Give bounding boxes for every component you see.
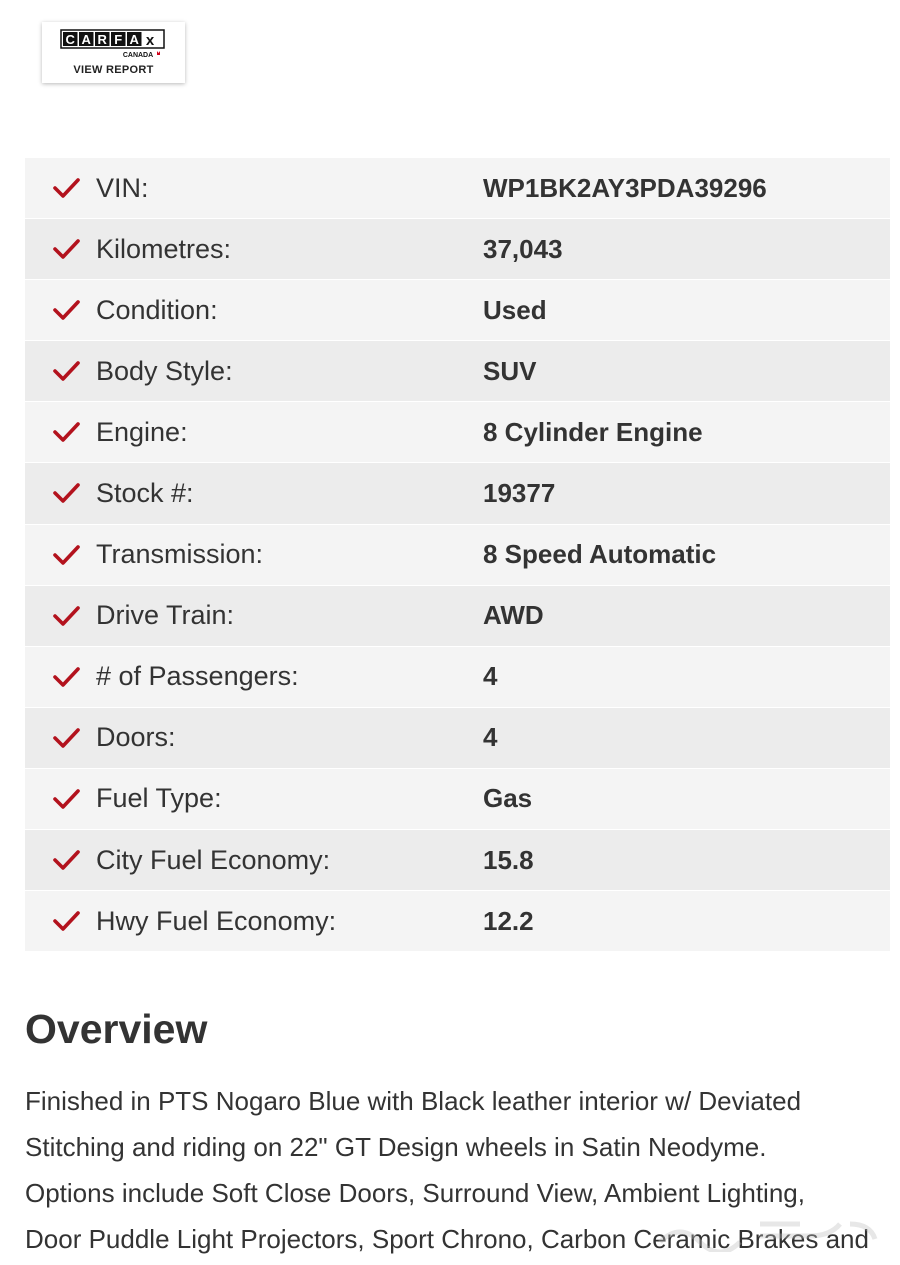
spec-value: 12.2 <box>483 905 534 936</box>
spec-row <box>25 158 890 219</box>
spec-value: WP1BK2AY3PDA39296 <box>483 172 767 203</box>
checkmark-icon <box>53 421 80 443</box>
spec-value: 8 Cylinder Engine <box>483 416 703 447</box>
overview-line: Door Puddle Light Projectors, Sport Chrono, Carbon Ceramic Brakes and <box>25 1224 869 1254</box>
checkmark-icon <box>53 544 80 566</box>
spec-row <box>25 891 890 952</box>
spec-label: City Fuel Economy: <box>96 844 331 875</box>
overview-heading: Overview <box>25 1006 208 1052</box>
spec-row <box>25 525 890 586</box>
overview-line: Finished in PTS Nogaro Blue with Black leather interior w/ Deviated <box>25 1086 802 1116</box>
spec-row <box>25 402 890 463</box>
spec-value: AWD <box>483 600 544 631</box>
checkmark-icon <box>53 238 80 260</box>
maple-leaf-icon <box>157 51 160 55</box>
checkmark-icon <box>53 666 80 688</box>
view-report-link[interactable]: VIEW REPORT <box>73 64 154 76</box>
carfax-report-badge[interactable] <box>42 22 185 83</box>
spec-value: Gas <box>483 783 533 814</box>
overview-line: Options include Soft Close Doors, Surround View, Ambient Lighting, <box>25 1178 805 1208</box>
spec-row <box>25 769 890 830</box>
watermark-logo <box>650 1212 890 1252</box>
spec-value: Used <box>483 294 547 325</box>
spec-value: 4 <box>483 722 498 753</box>
spec-label: # of Passengers: <box>96 661 299 692</box>
spec-label: Condition: <box>96 294 218 325</box>
spec-label: Doors: <box>96 722 176 753</box>
spec-row <box>25 647 890 708</box>
spec-label: Drive Train: <box>96 600 235 631</box>
spec-label: Transmission: <box>96 539 264 570</box>
spec-label: VIN: <box>96 172 149 203</box>
carfax-logo-letter: x <box>145 32 155 49</box>
checkmark-icon <box>53 910 80 932</box>
checkmark-icon <box>53 727 80 749</box>
checkmark-icon <box>53 788 80 810</box>
spec-value: 8 Speed Automatic <box>483 539 717 570</box>
spec-row <box>25 830 890 891</box>
spec-value: SUV <box>483 355 537 386</box>
overview-line: Stitching and riding on 22" GT Design wheels in Satin Neodyme. <box>25 1132 767 1162</box>
vehicle-specs-table <box>25 158 890 952</box>
spec-row <box>25 463 890 524</box>
spec-row <box>25 586 890 647</box>
checkmark-icon <box>53 849 80 871</box>
spec-value: 19377 <box>483 478 556 509</box>
spec-label: Kilometres: <box>96 233 232 264</box>
spec-label: Fuel Type: <box>96 783 222 814</box>
spec-label: Stock #: <box>96 478 194 509</box>
checkmark-icon <box>53 177 80 199</box>
spec-value: 37,043 <box>483 233 563 264</box>
spec-row <box>25 341 890 402</box>
carfax-region-text: CANADA <box>122 52 154 59</box>
checkmark-icon <box>53 605 80 627</box>
carfax-logo-letter: A <box>129 32 139 47</box>
checkmark-icon <box>53 299 80 321</box>
carfax-logo <box>60 29 165 59</box>
spec-label: Hwy Fuel Economy: <box>96 905 337 936</box>
carfax-logo-letter: C <box>65 32 75 47</box>
spec-label: Engine: <box>96 416 188 447</box>
carfax-logo-letter: A <box>81 32 91 47</box>
spec-value: 15.8 <box>483 844 534 875</box>
spec-row <box>25 219 890 280</box>
spec-value: 4 <box>483 661 498 692</box>
carfax-logo-letter: R <box>97 32 107 47</box>
spec-label: Body Style: <box>96 355 233 386</box>
carfax-logo-letter: F <box>114 32 123 47</box>
checkmark-icon <box>53 482 80 504</box>
spec-row <box>25 708 890 769</box>
checkmark-icon <box>53 360 80 382</box>
spec-row <box>25 280 890 341</box>
